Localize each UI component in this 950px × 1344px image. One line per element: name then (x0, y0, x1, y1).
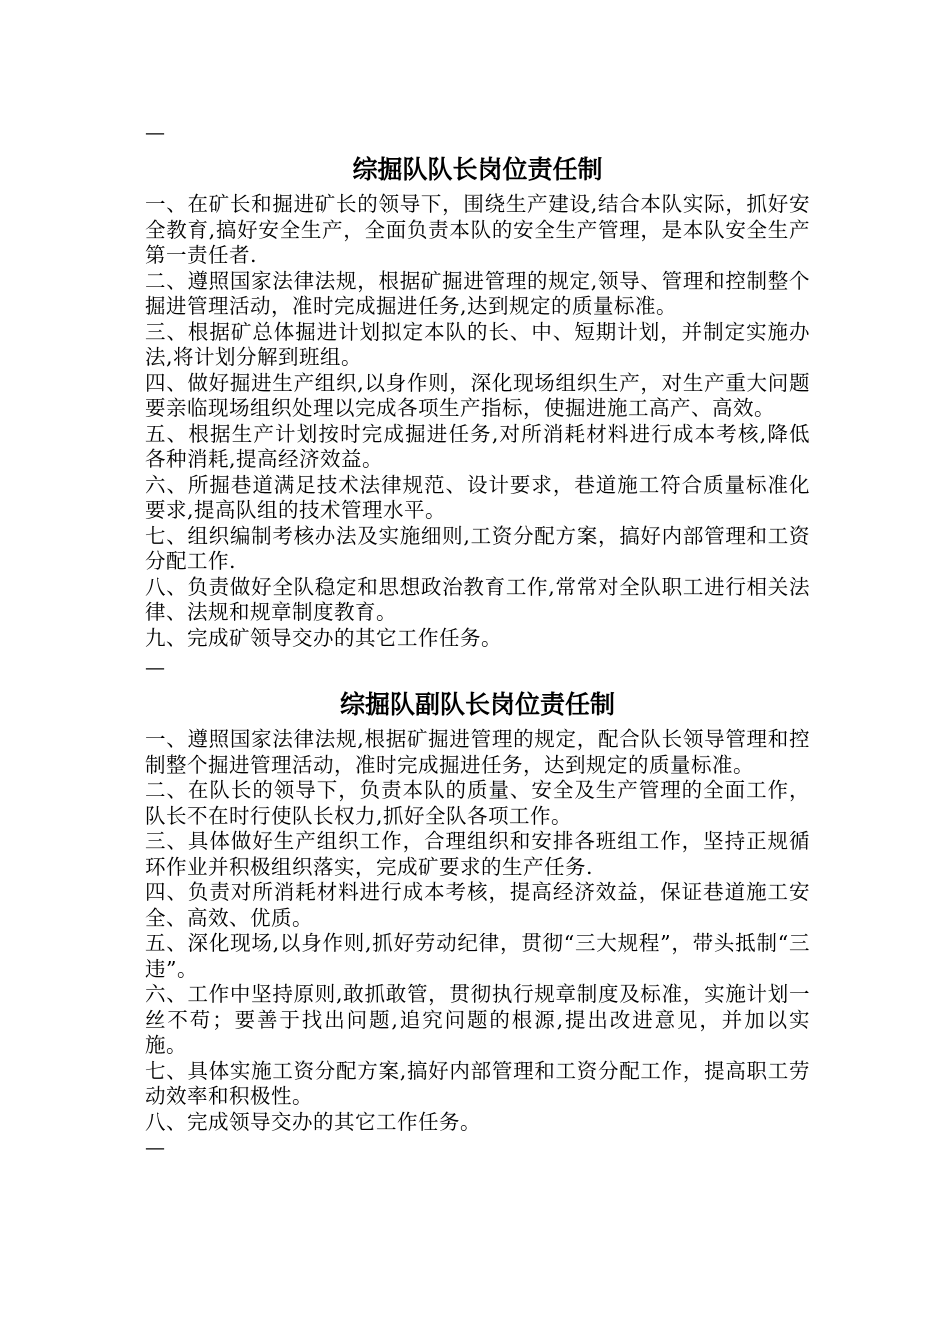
list-item: 五、根据生产计划按时完成掘进任务,对所消耗材料进行成本考核,降低各种消耗,提高经济效益。 (145, 421, 810, 471)
separator-mark: — (145, 1135, 165, 1159)
list-item: 二、遵照国家法律法规，根据矿掘进管理的规定,领导、管理和控制整个掘进管理活动，准时完成掘进任务,达到规定的质量标准。 (145, 268, 810, 318)
list-item: 一、遵照国家法律法规,根据矿掘进管理的规定，配合队长领导管理和控制整个掘进管理活动，准时完成掘进任务，达到规定的质量标准。 (145, 727, 810, 777)
section-title: 综掘队队长岗位责任制 (352, 155, 603, 184)
list-item: 八、负责做好全队稳定和思想政治教育工作,常常对全队职工进行相关法律、法规和规章制度教育。 (145, 574, 810, 624)
section-team-leader (145, 120, 810, 651)
separator-mark: — (145, 655, 165, 679)
list-item: 二、在队长的领导下，负责本队的质量、安全及生产管理的全面工作，队长不在时行使队长权力,抓好全队各项工作。 (145, 778, 810, 828)
list-item: 三、根据矿总体掘进计划拟定本队的长、中、短期计划，并制定实施办法,将计划分解到班组。 (145, 319, 810, 369)
list-item: 四、做好掘进生产组织,以身作则，深化现场组织生产，对生产重大问题要亲临现场组织处理以完成各项生产指标，使掘进施工高产、高效。 (145, 370, 810, 420)
list-item: 七、组织编制考核办法及实施细则,工资分配方案，搞好内部管理和工资分配工作. (145, 523, 810, 573)
list-item: 六、工作中坚持原则,敢抓敢管，贯彻执行规章制度及标准，实施计划一丝不苟；要善于找出问题,追究问题的根源,提出改进意见，并加以实施。 (145, 982, 810, 1057)
section-title: 综掘队副队长岗位责任制 (339, 690, 615, 719)
list-item: 五、深化现场,以身作则,抓好劳动纪律，贯彻“三大规程”，带头抵制“三违”。 (145, 931, 810, 981)
list-item: 一、在矿长和掘进矿长的领导下，围绕生产建设,结合本队实际，抓好安全教育,搞好安全生产，全面负责本队的安全生产管理，是本队安全生产第一责任者. (145, 192, 810, 267)
list-item: 八、完成领导交办的其它工作任务。 (145, 1109, 481, 1134)
list-item: 六、所掘巷道满足技术法律规范、设计要求，巷道施工符合质量标准化要求,提高队组的技术管理水平。 (145, 472, 810, 522)
separator-mark: — (145, 120, 165, 144)
list-item: 四、负责对所消耗材料进行成本考核，提高经济效益，保证巷道施工安全、高效、优质。 (145, 880, 810, 930)
list-item: 三、具体做好生产组织工作，合理组织和安排各班组工作，坚持正规循环作业并积极组织落实，完成矿要求的生产任务. (145, 829, 810, 879)
list-item: 七、具体实施工资分配方案,搞好内部管理和工资分配工作，提高职工劳动效率和积极性。 (145, 1058, 810, 1108)
section-deputy-leader (145, 655, 810, 1135)
list-item: 九、完成矿领导交办的其它工作任务。 (145, 625, 502, 650)
document-page (145, 120, 810, 1159)
